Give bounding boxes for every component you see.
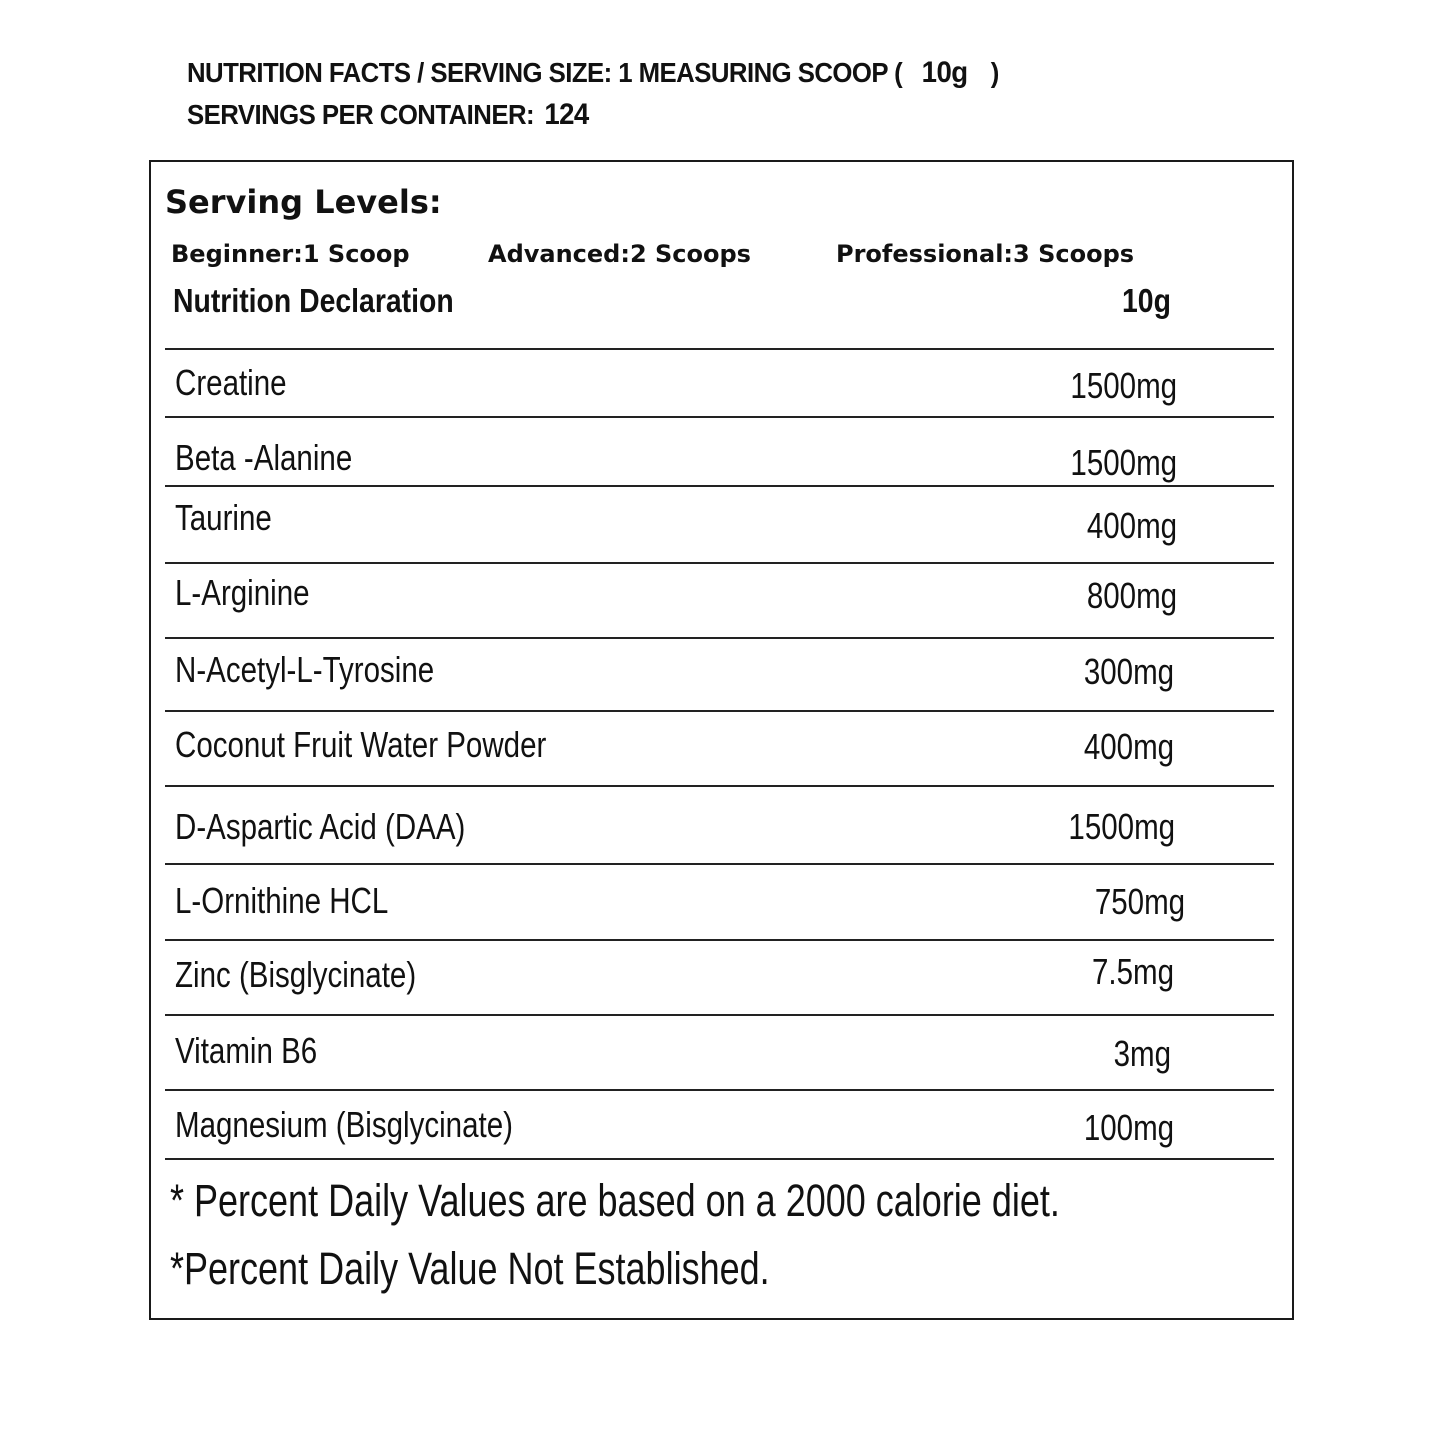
serving-level-professional: Professional:3 Scoops	[836, 240, 1135, 268]
row-divider	[165, 637, 1274, 639]
servings-per-container-line	[187, 94, 999, 136]
ingredient-name: Beta -Alanine	[175, 437, 353, 478]
row-divider	[165, 785, 1274, 787]
ingredient-name: Coconut Fruit Water Powder	[175, 724, 547, 765]
footnote-not-established: *Percent Daily Value Not Established.	[170, 1243, 770, 1294]
servings-per-container-label: SERVINGS PER CONTAINER:	[187, 99, 535, 130]
ingredient-name: Vitamin B6	[175, 1030, 318, 1071]
ingredient-name: Magnesium (Bisglycinate)	[175, 1104, 513, 1145]
serving-size-prefix: NUTRITION FACTS / SERVING SIZE: 1 MEASURING SCOOP (	[187, 57, 903, 88]
serving-level-beginner: Beginner:1 Scoop	[171, 240, 410, 268]
servings-per-container-value: 124	[544, 98, 589, 131]
row-divider	[165, 1014, 1274, 1016]
ingredient-amount: 1500mg	[1070, 442, 1177, 483]
footnote-daily-values: * Percent Daily Values are based on a 2000 calorie diet.	[170, 1175, 1060, 1226]
serving-size-suffix: )	[990, 57, 999, 88]
ingredient-amount: 400mg	[1083, 726, 1174, 767]
serving-size-value: 10g	[921, 56, 968, 89]
nutrition-declaration-amount: 10g	[1122, 282, 1171, 319]
row-divider	[165, 562, 1274, 564]
ingredient-amount: 750mg	[1094, 881, 1185, 922]
label-header	[187, 52, 999, 136]
row-divider	[165, 416, 1274, 418]
row-divider	[165, 939, 1274, 941]
serving-size-line	[187, 52, 999, 94]
row-divider	[165, 710, 1274, 712]
ingredient-name: N-Acetyl-L-Tyrosine	[175, 649, 435, 690]
ingredient-name: L-Ornithine HCL	[175, 880, 389, 921]
row-divider	[165, 348, 1274, 350]
ingredient-amount: 100mg	[1083, 1107, 1174, 1148]
ingredient-name: D-Aspartic Acid (DAA)	[175, 806, 466, 847]
ingredient-name: Taurine	[175, 497, 272, 538]
ingredient-amount: 7.5mg	[1091, 951, 1174, 992]
row-divider	[165, 1089, 1274, 1091]
ingredient-name: L-Arginine	[175, 572, 310, 613]
ingredient-name: Zinc (Bisglycinate)	[175, 954, 417, 995]
ingredient-amount: 1500mg	[1068, 806, 1175, 847]
row-divider	[165, 863, 1274, 865]
ingredient-name: Creatine	[175, 362, 287, 403]
row-divider	[165, 1158, 1274, 1160]
serving-level-advanced: Advanced:2 Scoops	[488, 240, 751, 268]
nutrition-declaration-label: Nutrition Declaration	[173, 282, 454, 319]
ingredient-amount: 3mg	[1113, 1033, 1171, 1074]
ingredient-amount: 300mg	[1083, 651, 1174, 692]
ingredient-amount: 400mg	[1086, 505, 1177, 546]
ingredient-amount: 1500mg	[1070, 365, 1177, 406]
ingredient-amount: 800mg	[1086, 575, 1177, 616]
serving-levels-title: Serving Levels:	[165, 183, 442, 221]
row-divider	[165, 485, 1274, 487]
